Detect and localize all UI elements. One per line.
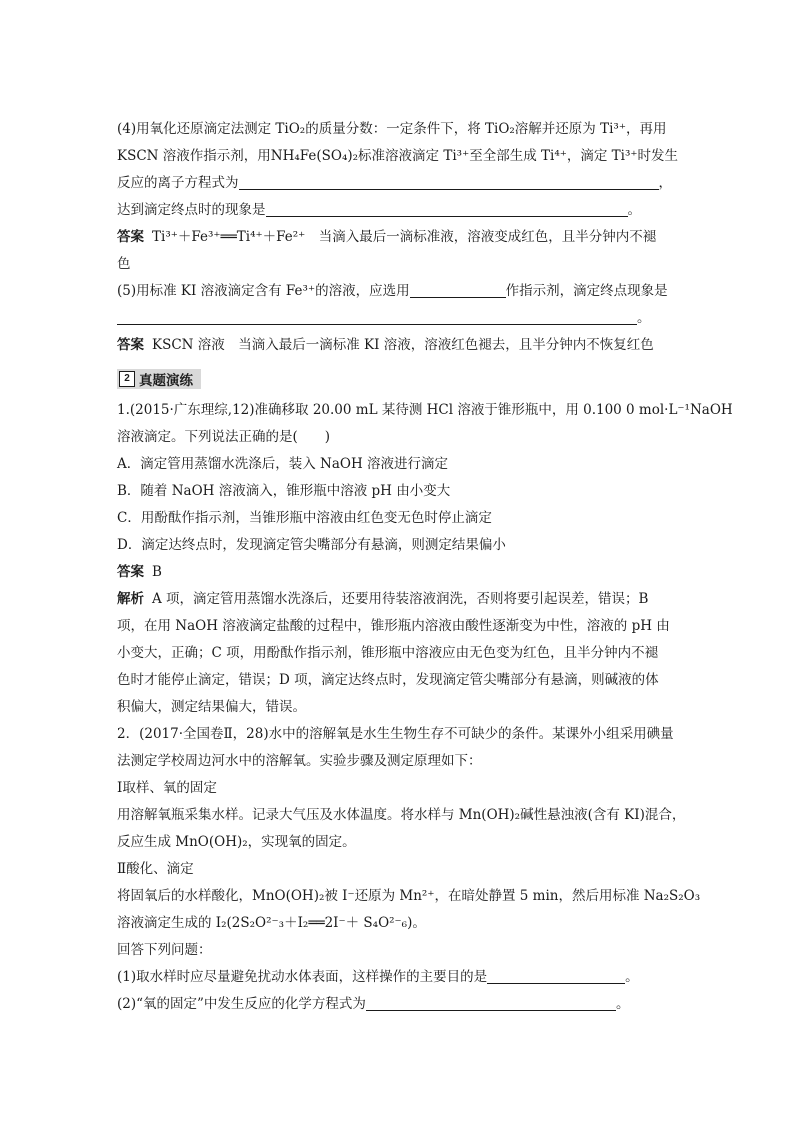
p1-option-b: B．随着 NaOH 溶液滴入，锥形瓶中溶液 pH 由小变大 bbox=[117, 483, 451, 499]
q5-indicator-blank[interactable] bbox=[410, 282, 506, 298]
p1-option-d: D．滴定达终点时，发现滴定管尖嘴部分有悬滴，则测定结果偏小 bbox=[117, 537, 506, 553]
p1-analysis-line-4: 色时才能停止滴定，错误；D 项，滴定达终点时，发现滴定管尖嘴部分有悬滴，则碱液的体 bbox=[117, 672, 659, 688]
q4-line-1: (4)用氧化还原滴定法测定 TiO₂的质量分数：一定条件下，将 TiO₂溶解并还原为 Ti³⁺，再用 bbox=[117, 121, 667, 137]
q4-answer-label: 答案 bbox=[117, 229, 144, 245]
p1-analysis-text-1: A 项，滴定管用蒸馏水洗涤后，还要用待装溶液润洗，否则将要引起误差，错误；B bbox=[152, 591, 649, 607]
p2-sub-1-blank[interactable] bbox=[487, 968, 625, 984]
p2-step-2-title: Ⅱ酸化、滴定 bbox=[117, 861, 194, 877]
p1-analysis-label: 解析 bbox=[117, 591, 144, 607]
p2-step-1-line-2: 反应生成 MnO(OH)₂，实现氧的固定。 bbox=[117, 834, 356, 850]
q4-endpoint-prompt: 达到滴定终点时的现象是 bbox=[117, 202, 266, 218]
p2-step-2-line-1: 将固氧后的水样酸化，MnO(OH)₂被 I⁻还原为 Mn²⁺，在暗处静置 5 min，然后用标准 Na₂S₂O₃ bbox=[117, 888, 701, 904]
q4-line-3 bbox=[117, 170, 677, 197]
q5-line-2-end: 。 bbox=[637, 310, 651, 326]
p2-sub-question-1 bbox=[117, 964, 677, 991]
q5-line-2 bbox=[117, 305, 677, 332]
q4-answer-text: Ti³⁺＋Fe³⁺══Ti⁴⁺＋Fe²⁺ 当滴入最后一滴标准液，溶液变成红色，且半分钟内不褪 bbox=[152, 229, 657, 245]
p2-sub-question-2 bbox=[117, 991, 677, 1018]
section-number-badge: 2 bbox=[119, 371, 135, 387]
section-header-bar bbox=[117, 369, 201, 389]
p2-sub-1-end: 。 bbox=[625, 969, 639, 985]
q5-answer-text: KSCN 溶液 当滴入最后一滴标准 KI 溶液，溶液红色褪去，且半分钟内不恢复红色 bbox=[152, 337, 654, 353]
p1-answer-label: 答案 bbox=[117, 564, 144, 580]
p1-analysis-line-5: 积偏大，测定结果偏大，错误。 bbox=[117, 699, 306, 715]
q4-answer-line-1 bbox=[117, 224, 677, 251]
p2-line-2: 法测定学校周边河水中的溶解氧。实验步骤及测定原理如下： bbox=[117, 753, 482, 769]
q4-endpoint-blank[interactable] bbox=[266, 201, 628, 217]
q4-line-3-end: ， bbox=[658, 175, 672, 191]
p1-line-2: 溶液滴定。下列说法正确的是( ) bbox=[117, 429, 331, 445]
p1-analysis-line-2: 项，在用 NaOH 溶液滴定盐酸的过程中，锥形瓶内溶液由酸性逐渐变为中性，溶液的 pH 由 bbox=[117, 618, 670, 634]
q5-indicator-prompt: (5)用标准 KI 溶液滴定含有 Fe³⁺的溶液，应选用 bbox=[117, 283, 410, 299]
p1-analysis-line-1 bbox=[117, 586, 677, 613]
p2-step-2-line-2: 溶液滴定生成的 I₂(2S₂O²⁻₃＋I₂══2I⁻＋ S₄O²⁻₆)。 bbox=[117, 915, 426, 931]
q4-line-4 bbox=[117, 197, 677, 224]
p2-sub-2-text: (2)“氧的固定”中发生反应的化学方程式为 bbox=[117, 996, 366, 1012]
q4-equation-blank[interactable] bbox=[239, 174, 659, 190]
p2-line-1: 2．(2017·全国卷Ⅱ，28)水中的溶解氧是水生生物生存不可缺少的条件。某课外小组采用碘量 bbox=[117, 726, 674, 742]
q5-line-1 bbox=[117, 278, 677, 305]
p1-analysis-line-3: 小变大，正确；C 项，用酚酞作指示剂，锥形瓶中溶液应由无色变为红色，且半分钟内不褪 bbox=[117, 645, 659, 661]
q5-answer-label: 答案 bbox=[117, 337, 144, 353]
q5-answer bbox=[117, 332, 677, 359]
p2-step-1-title: Ⅰ取样、氧的固定 bbox=[117, 780, 217, 796]
q5-phenomenon-blank[interactable] bbox=[117, 309, 637, 325]
q4-answer-line-2: 色 bbox=[117, 256, 131, 272]
p2-prompt: 回答下列问题： bbox=[117, 942, 212, 958]
p1-answer bbox=[117, 559, 677, 586]
section-header bbox=[117, 369, 677, 389]
p2-sub-2-end: 。 bbox=[615, 996, 630, 1012]
p2-sub-1-text: (1)取水样时应尽量避免扰动水体表面，这样操作的主要目的是 bbox=[117, 969, 488, 985]
p1-line-1: 1.(2015·广东理综,12)准确移取 20.00 mL 某待测 HCl 溶液于锥形瓶中，用 0.100 0 mol·L⁻¹NaOH bbox=[117, 402, 733, 418]
p1-option-a: A．滴定管用蒸馏水洗涤后，装入 NaOH 溶液进行滴定 bbox=[117, 456, 449, 472]
p1-option-c: C．用酚酞作指示剂，当锥形瓶中溶液由红色变无色时停止滴定 bbox=[117, 510, 492, 526]
q4-line-4-end: 。 bbox=[627, 202, 641, 218]
p2-step-1-line-1: 用溶解氧瓶采集水样。记录大气压及水体温度。将水样与 Mn(OH)₂碱性悬浊液(含有 KI)混合， bbox=[117, 807, 686, 823]
p1-answer-value: B bbox=[152, 564, 162, 580]
p2-sub-2-blank[interactable] bbox=[366, 995, 616, 1011]
q4-line-2: KSCN 溶液作指示剂，用NH₄Fe(SO₄)₂标准溶液滴定 Ti³⁺至全部生成 Ti⁴⁺，滴定 Ti³⁺时发生 bbox=[117, 148, 679, 164]
q4-equation-prompt: 反应的离子方程式为 bbox=[117, 175, 239, 191]
q5-phenomenon-prompt: 作指示剂，滴定终点现象是 bbox=[505, 283, 668, 299]
document-page bbox=[117, 116, 733, 1018]
section-title: 真题演练 bbox=[139, 373, 193, 389]
